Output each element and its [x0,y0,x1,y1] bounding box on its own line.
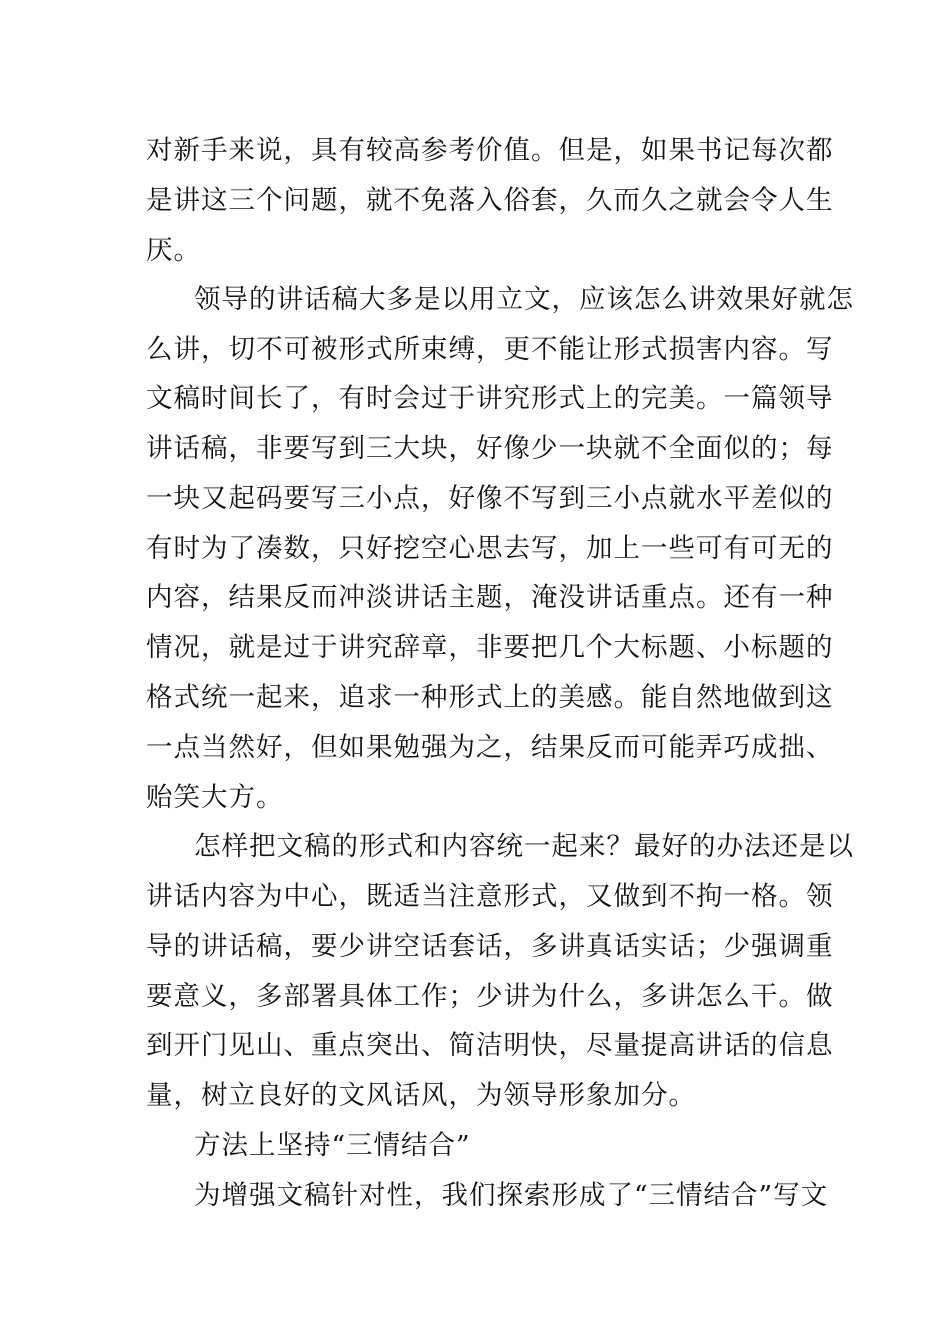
text-line: 为增强文稿针对性，我们探索形成了“三情结合”写文 [194,1180,829,1211]
text-line: 量，树立良好的文风话风，为领导形象加分。 [146,1080,696,1111]
text-line: 内容，结果反而冲淡讲话主题，淹没讲话重点。还有一种 [146,582,834,613]
section-heading: 方法上坚持“三情结合” [194,1130,471,1161]
text-line: 怎样把文稿的形式和内容统一起来？最好的办法还是以 [194,831,854,862]
text-line: 一块又起码要写三小点，好像不写到三小点就水平差似的 [146,483,834,514]
text-line: 一点当然好，但如果勉强为之，结果反而可能弄巧成拙、 [146,732,834,763]
text-line: 有时为了凑数，只好挖空心思去写，加上一些可有可无的 [146,533,834,564]
text-line: 到开门见山、重点突出、简洁明快，尽量提高讲话的信息 [146,1030,834,1061]
text-line: 是讲这三个问题，就不免落入俗套，久而久之就会令人生 [146,185,834,216]
text-line: 导的讲话稿，要少讲空话套话，多讲真话实话；少强调重 [146,931,834,962]
text-line: 文稿时间长了，有时会过于讲究形式上的完美。一篇领导 [146,383,834,414]
text-line: 讲话内容为中心，既适当注意形式，又做到不拘一格。领 [146,881,834,912]
text-line: 讲话稿，非要写到三大块，好像少一块就不全面似的；每 [146,433,834,464]
text-line: 情况，就是过于讲究辞章，非要把几个大标题、小标题的 [146,632,834,663]
text-line: 格式统一起来，追求一种形式上的美感。能自然地做到这 [146,682,834,713]
text-line: 对新手来说，具有较高参考价值。但是，如果书记每次都 [146,135,834,166]
text-line: 贻笑大方。 [146,782,284,813]
text-line: 么讲，切不可被形式所束缚，更不能让形式损害内容。写 [146,334,834,365]
text-line: 领导的讲话稿大多是以用立文，应该怎么讲效果好就怎 [194,284,854,315]
text-line: 厌。 [146,235,201,266]
text-line: 要意义，多部署具体工作；少讲为什么，多讲怎么干。做 [146,981,834,1012]
